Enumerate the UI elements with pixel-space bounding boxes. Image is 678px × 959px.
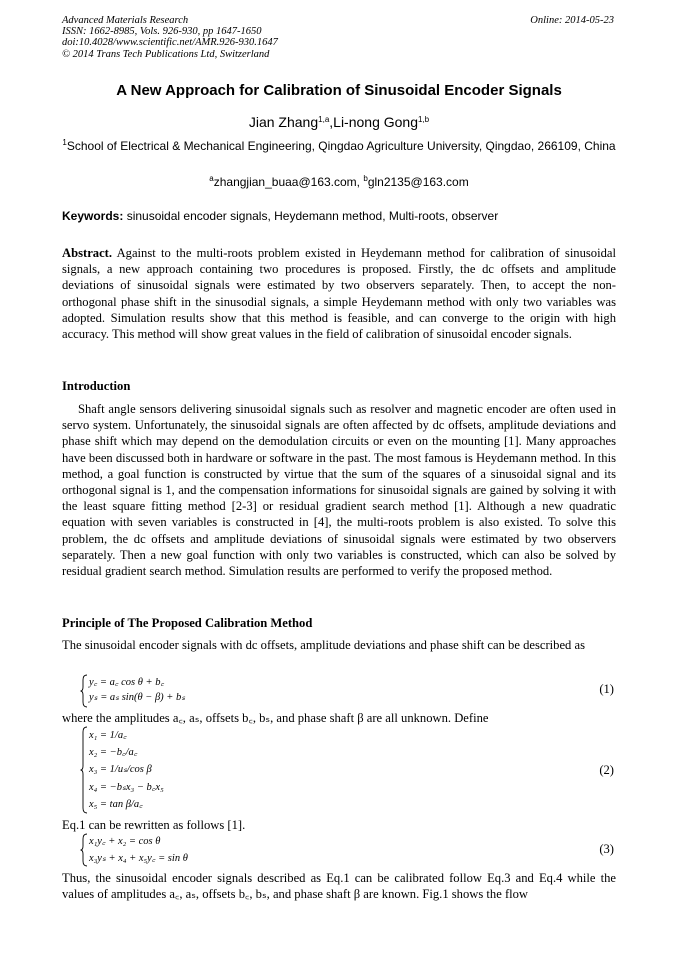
equation-3-line-2: x₃yₛ + x₄ + x₅y꜀ = sin θ xyxy=(89,853,188,864)
journal-copyright: © 2014 Trans Tech Publications Ltd, Switzerland xyxy=(62,48,270,60)
equation-1-line-2: yₛ = aₛ sin(θ − β) + bₛ xyxy=(89,692,186,703)
author-line xyxy=(0,114,678,130)
equation-3-brace xyxy=(80,833,88,867)
principle-paragraph-1: The sinusoidal encoder signals with dc offsets, amplitude deviations and phase shift can be described as xyxy=(62,638,585,652)
equation-2-brace xyxy=(80,726,88,814)
equation-2-line-2: x₂ = −b꜀/a꜀ xyxy=(89,747,138,758)
equation-1-line-1: y꜀ = a꜀ cos θ + b꜀ xyxy=(89,677,165,688)
journal-doi: doi:10.4028/www.scientific.net/AMR.926-930.1647 xyxy=(62,37,278,49)
author-1-affil-mark: 1,a xyxy=(318,115,330,124)
paper-title: A New Approach for Calibration of Sinusoidal Encoder Signals xyxy=(116,82,562,99)
principle-paragraph-4: Thus, the sinusoidal encoder signals described as Eq.1 can be calibrated follow Eq.3 and Eq.4 while the values of amplitudes a꜀, aₛ, offsets b꜀, bₛ, and phase shaft β are known. Fig.1 shows the flow xyxy=(62,871,616,902)
affiliation xyxy=(62,139,616,154)
abstract-label: Abstract. xyxy=(62,246,113,260)
journal-header xyxy=(62,15,278,60)
email-b-mark: b xyxy=(363,174,368,183)
equation-3-number: (3) xyxy=(599,842,614,856)
online-date: Online: 2014-05-23 xyxy=(530,15,614,26)
introduction-paragraph: Shaft angle sensors delivering sinusoidal signals such as resolver and magnetic encoder are often used in servo system. Unfortunately, the sinusoidal signals are often affected by dc offsets, amplitude deviations and phase shift which may depend on the demodulation circuits or even on the mounting [1]. Many approaches have been discussed both in hardware or software in the past. The most famous is Heydemann method. In this method, a goal function is constructed by virtue that the sum of the squares of a sinusoidal signal and its orthogonal signal is 1, and the compensation informations for sinusoidal signals are gained by solving it with the least square fitting method [2-3] or residual gradient search method [1]. Although a new quadratic equation with seven variables is constructed in [4], the multi-roots problem is also existed. To solve this problem, the dc offsets and amplitude deviations of sinusoidal signals were estimated by two observers separately. Then a new goal function with only two variables is constructed, which can also be solved by residual gradient search method. Simulation results are performed to verify the proposed method. xyxy=(62,402,616,579)
equation-2-line-3: x₃ = 1/uₛ/cos β xyxy=(89,764,152,775)
principle-paragraph-3: Eq.1 can be rewritten as follows [1]. xyxy=(62,818,246,832)
author-separator: , xyxy=(329,114,334,130)
abstract xyxy=(62,245,616,342)
equation-1-brace xyxy=(80,674,88,708)
keywords-label: Keywords: xyxy=(62,209,124,223)
author-1: Jian Zhang xyxy=(248,114,319,130)
journal-issn: ISSN: 1662-8985, Vols. 926-930, pp 1647-1650 xyxy=(62,26,262,38)
abstract-text: Against to the multi-roots problem existed in Heydemann method for calibration of sinusoidal signals, a new approach containing two procedures is proposed. Firstly, the dc offsets and amplitude deviations of sinusoidal signals were estimated by two observers separately. Then, to accept the non-orthogonal phase shift in the sinusodial signals, a simple Heydemann method with only two variables was adopted. Simulation results show that this method is feasible, and can converge to the origin with high accuracy. This method will show great values in the field of calibration of sinusoidal encoder signals. xyxy=(62,246,616,342)
email-line xyxy=(0,175,678,189)
author-2-affil-mark: 1,b xyxy=(418,115,430,124)
keywords xyxy=(62,209,616,223)
author-2: Li-nong Gong xyxy=(333,114,418,130)
email-b[interactable]: gln2135@163.com xyxy=(367,175,469,189)
email-a[interactable]: zhangjian_buaa@163.com, xyxy=(213,175,361,189)
principle-heading: Principle of The Proposed Calibration Method xyxy=(62,616,313,630)
equation-2-number: (2) xyxy=(599,763,614,777)
affiliation-text: School of Electrical & Mechanical Engineering, Qingdao Agriculture University, Qingdao, 266109, China xyxy=(66,139,616,153)
equation-3-line-1: x₁y꜀ + x₂ = cos θ xyxy=(89,836,161,847)
journal-name: Advanced Materials Research xyxy=(62,15,189,26)
keywords-text: sinusoidal encoder signals, Heydemann method, Multi-roots, observer xyxy=(126,209,499,223)
email-a-mark: a xyxy=(209,174,214,183)
equation-2-line-4: x₄ = −bₛx₃ − b꜀x₅ xyxy=(89,782,164,793)
introduction-heading: Introduction xyxy=(62,379,131,393)
equation-2-line-1: x₁ = 1/a꜀ xyxy=(89,730,127,741)
equation-1-number: (1) xyxy=(599,682,614,696)
equation-2-line-5: x₅ = tan β/a꜀ xyxy=(89,799,143,810)
affiliation-mark: 1 xyxy=(62,138,67,147)
principle-paragraph-2: where the amplitudes a꜀, aₛ, offsets b꜀, bₛ, and phase shaft β are all unknown. Define xyxy=(62,711,489,725)
